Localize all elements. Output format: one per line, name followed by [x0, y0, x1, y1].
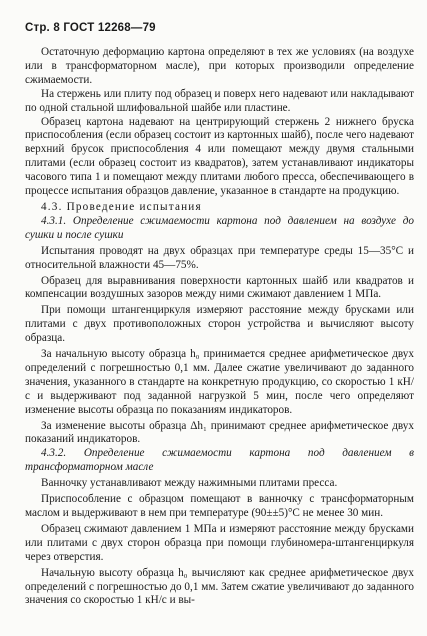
- subsection-heading-4-3-1: 4.3.1. Определение сжимаемости картона под давлением на воздухе до сушки и после сушки: [25, 214, 414, 241]
- section-heading-4-3: 4.3. Проведение испытания: [41, 200, 202, 213]
- paragraph-caliper-measurement: При помощи штангенциркуля измеряют расстояние между брусками или плитами с двух противоположных сторон устройства и вычисляют высоту образца.: [25, 304, 414, 345]
- paragraph-washer-placement: На стержень или плиту под образец и поверх него надевают или накладывают по одной стальной шлифовальной шайбе или пластине.: [25, 87, 414, 114]
- running-header: Стр. 8 ГОСТ 12268—79: [25, 22, 156, 34]
- paragraph-test-conditions: Испытания проводят на двух образцах при температуре среды 15—35°С и относительной влажности 45—75%.: [25, 244, 414, 271]
- subsection-heading-4-3-2: 4.3.2. Определение сжимаемости картона под давлением в трансформаторном масле: [25, 447, 414, 474]
- paragraph-height-change: За изменение высоты образца Δh₁ принимают среднее арифметическое двух показаний индикаторов.: [25, 419, 414, 446]
- paragraph-oil-soak: Приспособление с образцом помещают в ванночку с трансформаторным маслом и выдерживают в нем при температуре (90±±5)°С не менее 30 мин.: [25, 493, 414, 519]
- paragraph-oil-compression: Образец сжимают давлением 1 МПа и измеряют расстояние между брусками или плитами с двух сторон образца при помощи глубиномера-штангенциркуля через отверстия.: [25, 522, 414, 563]
- document-body: [25, 46, 414, 608]
- paragraph-oil-initial-height: Начальную высоту образца h₀ вычисляют как среднее арифметическое двух определений с погрешностью до 0,1 мм. Затем сжатие увеличивают до заданного значения со скоростью 1 кН/с и вы-: [25, 566, 414, 607]
- paragraph-preload: Образец для выравнивания поверхности картонных шайб или квадратов и компенсации воздушных зазоров между ними сжимают давлением 1 МПа.: [25, 274, 414, 301]
- paragraph-initial-height: За начальную высоту образца h₀ принимается среднее арифметическое двух определений с погрешностью 0,1 мм. Далее сжатие увеличивают до заданного значения, указанного в стандарте на конкретную продукцию, со скоростью 1 кН/с и выдерживают под заданной нагрузкой 5 мин, после чего определяют изменение высоты образца по показаниям индикаторов.: [25, 348, 414, 416]
- paragraph-bath-setup: Ванночку устанавливают между нажимными плитами пресса.: [41, 477, 338, 490]
- paragraph-sample-mounting: Образец картона надевают на центрирующий стержень 2 нижнего бруска приспособления (если образец состоит из картонных шайб), после чего надевают верхний брусок приспособления 4 или помещают между двумя стальными плитами (если образец состоит из квадратов), затем устанавливают индикаторы часового типа 1 и помещают между плитами любого пресса, обеспечивающего в процессе испытания образцов давление, указанное в стандарте на продукцию.: [25, 115, 414, 198]
- paragraph-residual-deformation: Остаточную деформацию картона определяют в тех же условиях (на воздухе или в трансформаторном масле), при которых производили определение сжимаемости.: [25, 46, 414, 86]
